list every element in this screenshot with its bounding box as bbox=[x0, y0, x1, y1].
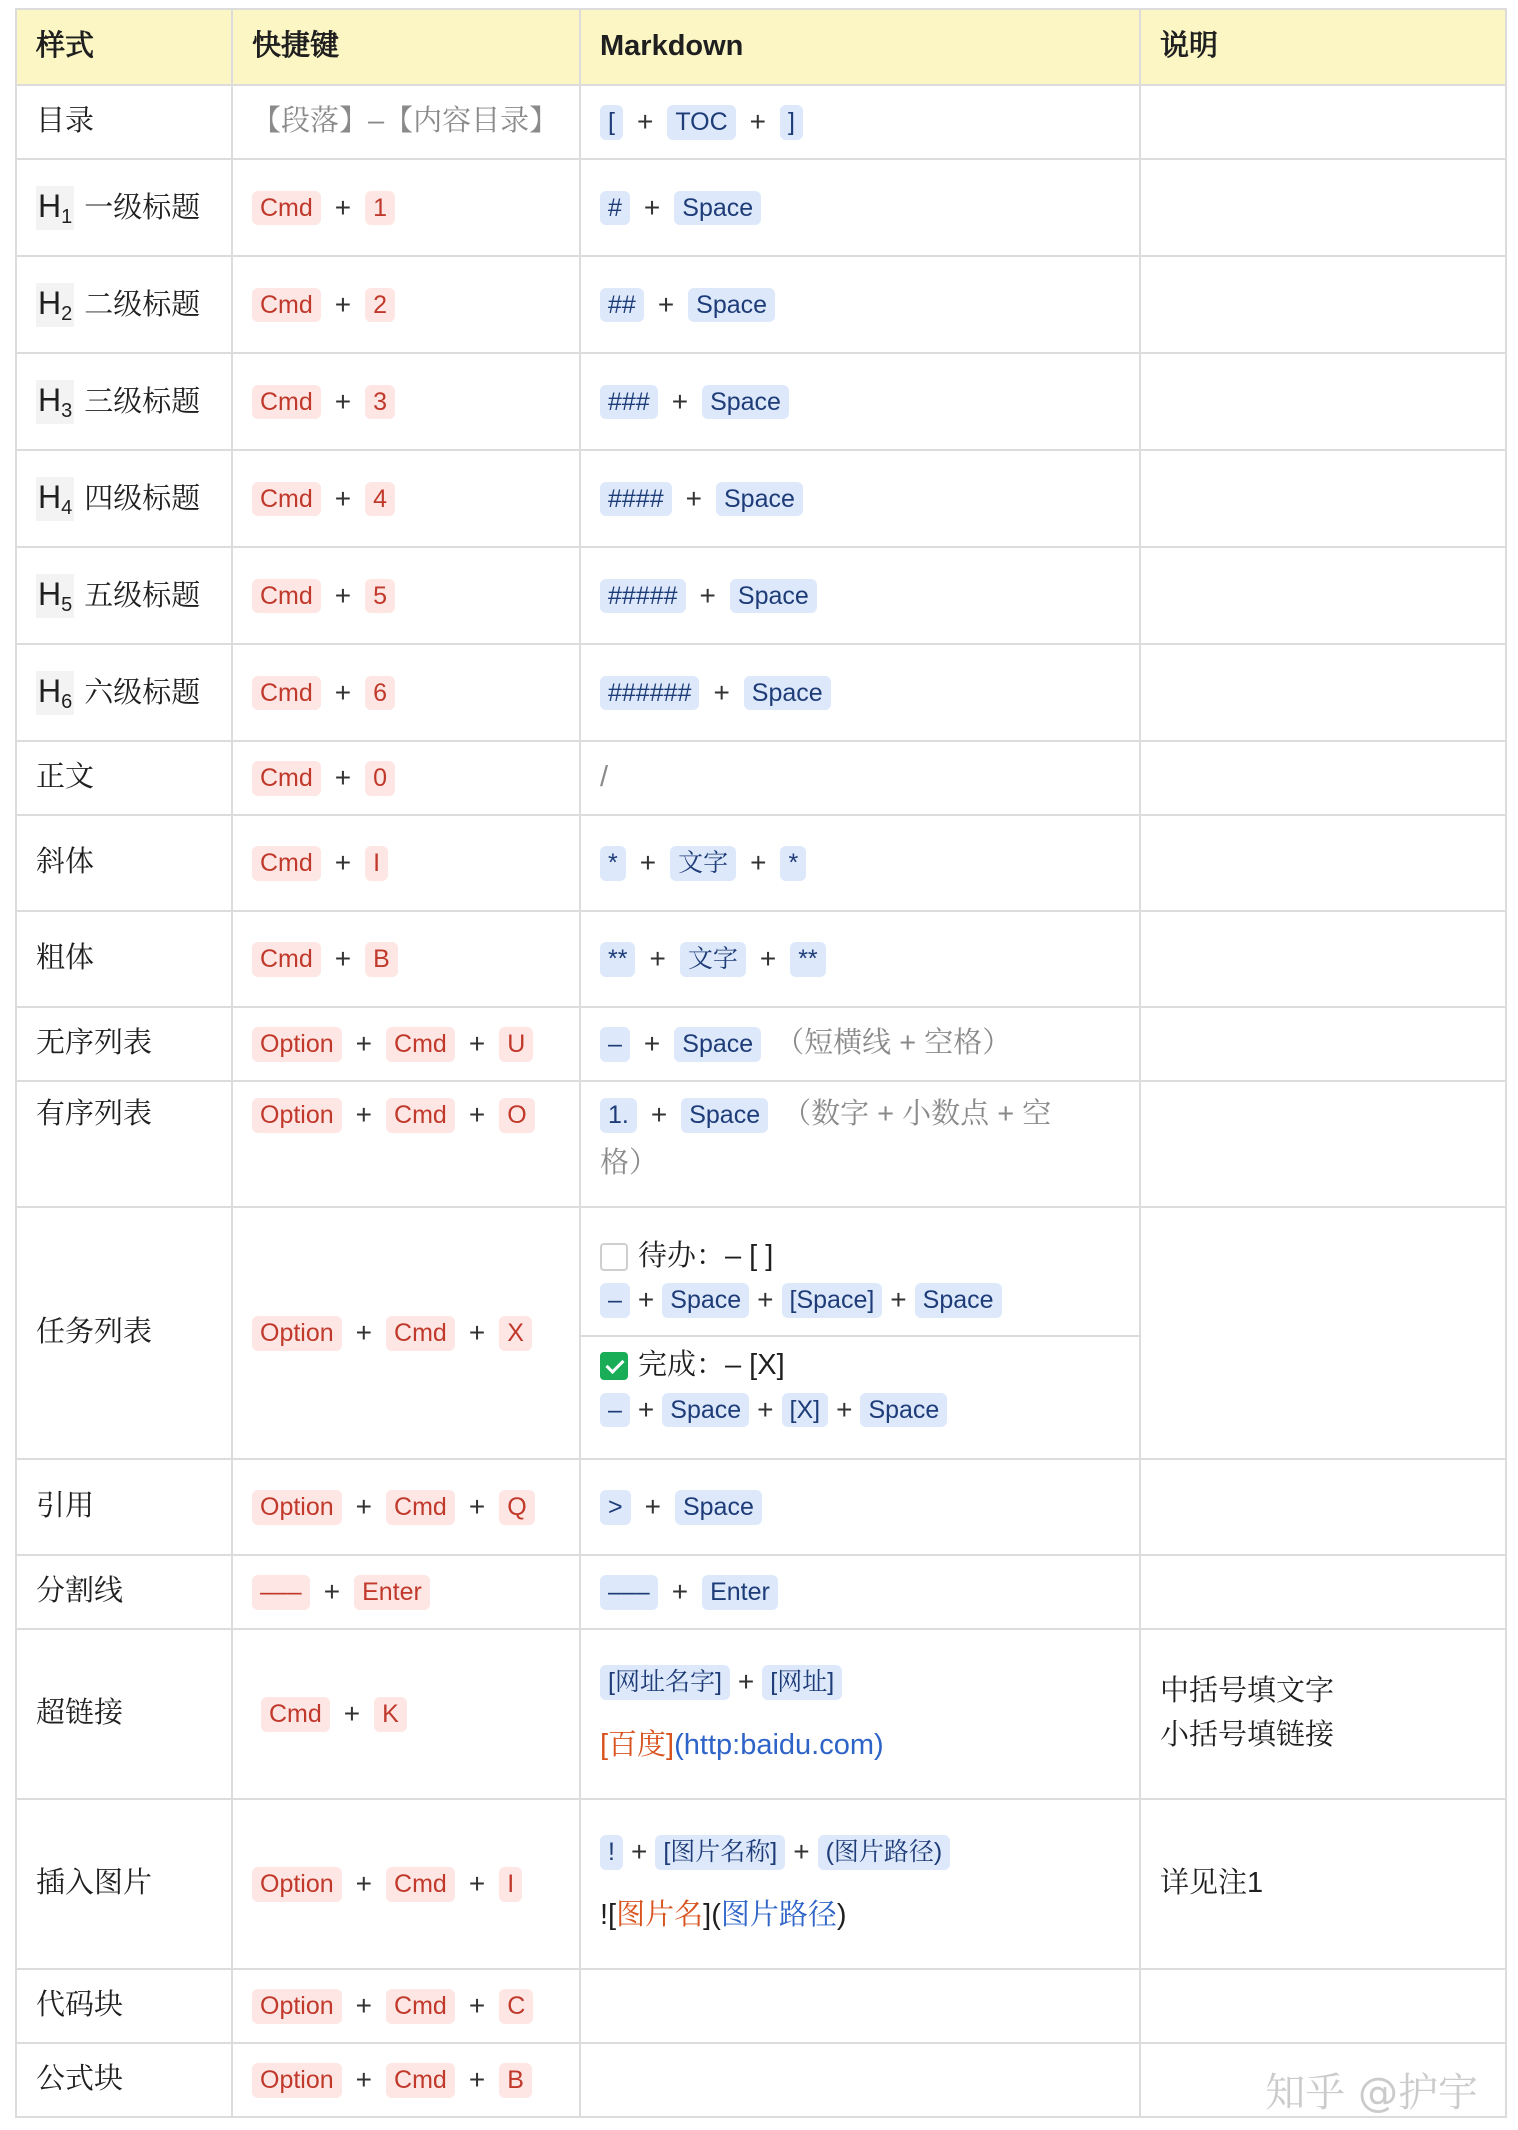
image-example-path: 图片路径 bbox=[720, 1899, 837, 1931]
shortcut-cell bbox=[232, 815, 580, 911]
md-token: [ bbox=[600, 105, 623, 140]
image-example-name: 图片名 bbox=[616, 1899, 704, 1931]
checked-checkbox-icon[interactable] bbox=[600, 1352, 628, 1380]
table-row bbox=[16, 815, 1506, 911]
shortcut-cell bbox=[232, 450, 580, 547]
plus-sign: + bbox=[355, 1868, 373, 1900]
plus-sign: + bbox=[671, 385, 689, 417]
md-token: Space bbox=[674, 1027, 761, 1062]
plus-sign: + bbox=[334, 762, 352, 794]
plus-sign: + bbox=[657, 288, 675, 320]
md-token: 1. bbox=[600, 1098, 637, 1133]
md-token: [X] bbox=[782, 1393, 829, 1428]
table-row bbox=[16, 1969, 1506, 2043]
header-markdown: Markdown bbox=[580, 9, 1140, 85]
style-cell: 引用 bbox=[16, 1459, 232, 1555]
plus-sign: + bbox=[334, 847, 352, 879]
shortcut-cell bbox=[232, 547, 580, 644]
style-cell bbox=[16, 547, 232, 644]
header-shortcut: 快捷键 bbox=[232, 9, 580, 85]
style-cell: 目录 bbox=[16, 85, 232, 159]
style-cell: 正文 bbox=[16, 741, 232, 815]
style-cell: 超链接 bbox=[16, 1629, 232, 1799]
key-chip: Cmd bbox=[386, 1027, 455, 1062]
md-token: Space bbox=[675, 1490, 762, 1525]
key-chip: 0 bbox=[365, 761, 395, 796]
plus-sign: + bbox=[468, 1990, 486, 2022]
plus-sign: + bbox=[737, 1666, 755, 1698]
done-md-line bbox=[600, 1391, 1120, 1429]
key-chip: 3 bbox=[365, 385, 395, 420]
table-row bbox=[16, 741, 1506, 815]
table-header-row bbox=[16, 9, 1506, 85]
plus-sign: + bbox=[355, 1990, 373, 2022]
image-md-line bbox=[600, 1833, 1120, 1871]
heading-badge: $H_4$ bbox=[38, 478, 73, 519]
heading-badge: $H_5$ bbox=[38, 575, 73, 616]
shortcut-cell bbox=[232, 1007, 580, 1081]
style-cell bbox=[16, 450, 232, 547]
md-token: * bbox=[600, 846, 626, 881]
link-example-url[interactable]: (http:baidu.com) bbox=[674, 1729, 884, 1761]
md-token: Space bbox=[915, 1283, 1002, 1318]
key-chip: ––– bbox=[252, 1575, 310, 1610]
md-note: （短横线 + 空格） bbox=[775, 1027, 1012, 1060]
key-chip: Cmd bbox=[386, 1490, 455, 1525]
table-row bbox=[16, 1081, 1506, 1207]
unchecked-checkbox-icon[interactable] bbox=[600, 1243, 628, 1271]
plus-sign: + bbox=[671, 1576, 689, 1608]
description-line: 中括号填文字 bbox=[1160, 1675, 1335, 1708]
shortcut-cell bbox=[232, 1555, 580, 1629]
table-row bbox=[16, 1555, 1506, 1629]
markdown-cell bbox=[580, 1207, 1140, 1459]
shortcut-cell bbox=[232, 2043, 580, 2117]
style-cell: 插入图片 bbox=[16, 1799, 232, 1969]
description-cell bbox=[1140, 450, 1506, 547]
style-cell: 粗体 bbox=[16, 911, 232, 1007]
plus-sign: + bbox=[468, 1317, 486, 1349]
description-cell: 详见注1 bbox=[1140, 1799, 1506, 1969]
md-token: Space bbox=[662, 1393, 749, 1428]
md-token: Space bbox=[860, 1393, 947, 1428]
table-row bbox=[16, 1207, 1506, 1459]
plus-sign: + bbox=[468, 1868, 486, 1900]
image-example: ![图片名](图片路径) bbox=[600, 1899, 847, 1931]
plus-sign: + bbox=[757, 1393, 774, 1425]
md-token: – bbox=[600, 1393, 630, 1428]
style-cell bbox=[16, 644, 232, 741]
style-cell bbox=[16, 353, 232, 450]
header-description: 说明 bbox=[1140, 9, 1506, 85]
table-row bbox=[16, 1459, 1506, 1555]
key-chip: Cmd bbox=[252, 761, 321, 796]
plus-sign: + bbox=[355, 1099, 373, 1131]
md-none: / bbox=[600, 761, 609, 794]
table-row bbox=[16, 159, 1506, 256]
description-cell bbox=[1140, 1969, 1506, 2043]
key-chip: I bbox=[365, 846, 388, 881]
style-label: 四级标题 bbox=[84, 482, 201, 515]
md-token: Space bbox=[730, 579, 817, 614]
key-chip: Cmd bbox=[386, 2063, 455, 2098]
md-token: # bbox=[600, 191, 630, 226]
key-chip: Option bbox=[252, 1098, 342, 1133]
plus-sign: + bbox=[355, 1317, 373, 1349]
key-chip: Cmd bbox=[252, 579, 321, 614]
key-chip: Option bbox=[252, 1316, 342, 1351]
plus-sign: + bbox=[643, 1028, 661, 1060]
description-cell bbox=[1140, 353, 1506, 450]
plus-sign: + bbox=[890, 1284, 907, 1316]
plus-sign: + bbox=[334, 943, 352, 975]
md-token: [网址名字] bbox=[600, 1665, 730, 1700]
plus-sign: + bbox=[323, 1576, 341, 1608]
description-cell bbox=[1140, 256, 1506, 353]
shortcut-cell bbox=[232, 1081, 580, 1207]
key-chip: Cmd bbox=[252, 676, 321, 711]
heading-badge: $H_6$ bbox=[38, 672, 73, 713]
key-chip: Option bbox=[252, 1490, 342, 1525]
plus-sign: + bbox=[650, 1099, 668, 1131]
key-chip: Cmd bbox=[261, 1697, 330, 1732]
markdown-cell bbox=[580, 1799, 1140, 1969]
key-chip: Cmd bbox=[386, 1867, 455, 1902]
key-chip: Enter bbox=[354, 1575, 430, 1610]
style-label: 一级标题 bbox=[84, 191, 201, 224]
description-cell bbox=[1140, 644, 1506, 741]
style-cell: 分割线 bbox=[16, 1555, 232, 1629]
style-cell: 代码块 bbox=[16, 1969, 232, 2043]
link-example bbox=[600, 1727, 1120, 1765]
todo-line bbox=[600, 1238, 1120, 1276]
table-row bbox=[16, 911, 1506, 1007]
style-cell: 无序列表 bbox=[16, 1007, 232, 1081]
key-chip: Cmd bbox=[252, 942, 321, 977]
md-token: Space bbox=[716, 482, 803, 517]
shortcut-cell bbox=[232, 911, 580, 1007]
markdown-cell bbox=[580, 1969, 1140, 2043]
done-label: 完成：– [X] bbox=[638, 1349, 785, 1381]
shortcut-table bbox=[15, 8, 1507, 2118]
markdown-cell bbox=[580, 1007, 1140, 1081]
md-token: Space bbox=[744, 676, 831, 711]
md-note: （数字 + 小数点 + 空 bbox=[782, 1098, 1052, 1130]
md-token: ––– bbox=[600, 1575, 658, 1610]
md-token: * bbox=[780, 846, 806, 881]
plus-sign: + bbox=[749, 106, 766, 138]
description-cell bbox=[1140, 547, 1506, 644]
shortcut-cell bbox=[232, 1207, 580, 1459]
md-token: 文字 bbox=[670, 846, 736, 881]
plus-sign: + bbox=[468, 1099, 486, 1131]
heading-badge: $H_1$ bbox=[38, 187, 73, 228]
shortcut-cell bbox=[232, 1969, 580, 2043]
shortcut-cell bbox=[232, 85, 580, 159]
plus-sign: + bbox=[759, 943, 777, 975]
md-token: ##### bbox=[600, 579, 686, 614]
heading-badge: $H_3$ bbox=[38, 381, 73, 422]
markdown-cell bbox=[580, 159, 1140, 256]
shortcut-cell bbox=[232, 1459, 580, 1555]
md-token: > bbox=[600, 1490, 631, 1525]
md-token: Space bbox=[674, 191, 761, 226]
style-cell: 有序列表 bbox=[16, 1081, 232, 1207]
md-token: ! bbox=[600, 1835, 623, 1870]
md-token: 文字 bbox=[680, 942, 746, 977]
key-chip: 4 bbox=[365, 482, 395, 517]
markdown-cell bbox=[580, 1629, 1140, 1799]
markdown-cell bbox=[580, 1081, 1140, 1207]
key-chip: Option bbox=[252, 1989, 342, 2024]
plus-sign: + bbox=[643, 191, 661, 223]
shortcut-cell bbox=[232, 256, 580, 353]
description-cell bbox=[1140, 911, 1506, 1007]
plus-sign: + bbox=[334, 385, 352, 417]
md-token: (图片路径) bbox=[818, 1835, 951, 1870]
md-token: Space bbox=[681, 1098, 768, 1133]
key-chip: 6 bbox=[365, 676, 395, 711]
style-label: 三级标题 bbox=[84, 385, 201, 418]
key-chip: Cmd bbox=[252, 846, 321, 881]
style-label: 二级标题 bbox=[84, 288, 201, 321]
key-chip: I bbox=[499, 1867, 522, 1902]
description-line: 小括号填链接 bbox=[1160, 1719, 1335, 1751]
style-label: 五级标题 bbox=[84, 579, 201, 612]
key-chip: Cmd bbox=[386, 1316, 455, 1351]
md-token: – bbox=[600, 1283, 630, 1318]
plus-sign: + bbox=[757, 1284, 774, 1316]
table-row bbox=[16, 1629, 1506, 1799]
md-token: #### bbox=[600, 482, 672, 517]
markdown-cell bbox=[580, 2043, 1140, 2117]
plus-sign: + bbox=[355, 1491, 373, 1523]
heading-badge: $H_2$ bbox=[38, 284, 73, 325]
key-chip: U bbox=[499, 1027, 533, 1062]
plus-sign: + bbox=[713, 676, 730, 708]
md-token: ###### bbox=[600, 676, 699, 711]
shortcut-cell bbox=[232, 644, 580, 741]
md-note-continued: 格） bbox=[600, 1146, 659, 1179]
plus-sign: + bbox=[468, 1491, 486, 1523]
shortcut-cell bbox=[232, 353, 580, 450]
description-cell bbox=[1140, 85, 1506, 159]
md-token: Space bbox=[702, 385, 789, 420]
markdown-cell bbox=[580, 815, 1140, 911]
plus-sign: + bbox=[468, 1028, 486, 1060]
todo-md-line bbox=[600, 1281, 1120, 1319]
description-cell bbox=[1140, 1459, 1506, 1555]
shortcut-cell bbox=[232, 159, 580, 256]
key-chip: Cmd bbox=[386, 1098, 455, 1133]
plus-sign: + bbox=[343, 1698, 361, 1730]
description-cell bbox=[1140, 1007, 1506, 1081]
markdown-cell bbox=[580, 353, 1140, 450]
md-token: TOC bbox=[667, 105, 735, 140]
md-token: [网址] bbox=[762, 1665, 842, 1700]
key-chip: 1 bbox=[365, 191, 395, 226]
plus-sign: + bbox=[637, 1393, 655, 1425]
md-token: [图片名称] bbox=[655, 1835, 785, 1870]
plus-sign: + bbox=[793, 1836, 810, 1868]
md-token: ] bbox=[780, 105, 803, 140]
md-token: ### bbox=[600, 385, 658, 420]
todo-label: 待办：– [ ] bbox=[638, 1239, 774, 1272]
description-cell bbox=[1140, 741, 1506, 815]
md-token: Enter bbox=[702, 1575, 778, 1610]
key-chip: 2 bbox=[365, 288, 395, 323]
watermark: 知乎 @护宇 bbox=[1265, 2070, 1478, 2116]
table-row bbox=[16, 547, 1506, 644]
description-cell bbox=[1140, 1207, 1506, 1459]
key-chip: Cmd bbox=[252, 191, 321, 226]
plus-sign: + bbox=[334, 288, 352, 320]
description-cell bbox=[1140, 1555, 1506, 1629]
shortcut-cell bbox=[232, 741, 580, 815]
key-chip: O bbox=[499, 1098, 534, 1133]
md-token: ** bbox=[600, 942, 635, 977]
table-row bbox=[16, 256, 1506, 353]
key-chip: Option bbox=[252, 1027, 342, 1062]
md-token: ** bbox=[790, 942, 825, 977]
shortcut-cell bbox=[232, 1799, 580, 1969]
markdown-cell bbox=[580, 85, 1140, 159]
link-md-line bbox=[600, 1663, 1120, 1701]
plus-sign: + bbox=[649, 943, 666, 975]
markdown-cell bbox=[580, 1459, 1140, 1555]
plus-sign: + bbox=[644, 1491, 661, 1523]
key-chip: Q bbox=[499, 1490, 534, 1525]
markdown-cell bbox=[580, 547, 1140, 644]
key-chip: C bbox=[499, 1989, 533, 2024]
markdown-cell bbox=[580, 741, 1140, 815]
style-label: 六级标题 bbox=[84, 676, 201, 709]
md-token: [Space] bbox=[782, 1283, 883, 1318]
markdown-cell bbox=[580, 256, 1140, 353]
style-cell: 斜体 bbox=[16, 815, 232, 911]
plus-sign: + bbox=[630, 1836, 648, 1868]
md-token: – bbox=[600, 1027, 630, 1062]
markdown-cell bbox=[580, 450, 1140, 547]
markdown-cell bbox=[580, 911, 1140, 1007]
plus-sign: + bbox=[334, 676, 352, 708]
key-chip: Cmd bbox=[252, 482, 321, 517]
key-chip: K bbox=[374, 1697, 407, 1732]
style-cell bbox=[16, 256, 232, 353]
key-chip: X bbox=[499, 1316, 532, 1351]
key-chip: Cmd bbox=[386, 1989, 455, 2024]
link-example-name: [百度] bbox=[600, 1729, 675, 1761]
plus-sign: + bbox=[334, 191, 352, 223]
key-chip: Cmd bbox=[252, 288, 321, 323]
key-chip: Option bbox=[252, 2063, 342, 2098]
key-chip: 5 bbox=[365, 579, 395, 614]
description-cell bbox=[1140, 1081, 1506, 1207]
plus-sign: + bbox=[334, 482, 352, 514]
style-cell: 公式块 bbox=[16, 2043, 232, 2117]
table-row bbox=[16, 450, 1506, 547]
table-row bbox=[16, 85, 1506, 159]
table-row bbox=[16, 1007, 1506, 1081]
cell-divider bbox=[581, 1335, 1139, 1337]
markdown-cell bbox=[580, 1555, 1140, 1629]
key-chip: Cmd bbox=[252, 385, 321, 420]
md-token: Space bbox=[688, 288, 775, 323]
style-cell bbox=[16, 159, 232, 256]
plus-sign: + bbox=[637, 1284, 655, 1316]
md-token: Space bbox=[662, 1283, 749, 1318]
header-style: 样式 bbox=[16, 9, 232, 85]
key-chip: B bbox=[365, 942, 398, 977]
plus-sign: + bbox=[685, 482, 702, 514]
plus-sign: + bbox=[699, 579, 716, 611]
description-cell bbox=[1140, 1629, 1506, 1799]
plus-sign: + bbox=[836, 1393, 853, 1425]
plus-sign: + bbox=[750, 847, 767, 879]
shortcut-cell bbox=[232, 1629, 580, 1799]
description-cell bbox=[1140, 815, 1506, 911]
plus-sign: + bbox=[468, 2064, 486, 2096]
plus-sign: + bbox=[334, 579, 352, 611]
plus-sign: + bbox=[636, 106, 654, 138]
done-line bbox=[600, 1347, 1120, 1385]
markdown-cell bbox=[580, 644, 1140, 741]
plus-sign: + bbox=[639, 847, 657, 879]
description-cell bbox=[1140, 159, 1506, 256]
md-token: ## bbox=[600, 288, 644, 323]
key-chip: B bbox=[499, 2063, 532, 2098]
table-row bbox=[16, 353, 1506, 450]
table-row bbox=[16, 644, 1506, 741]
plus-sign: + bbox=[355, 1028, 373, 1060]
table-row bbox=[16, 1799, 1506, 1969]
shortcut-text: 【段落】–【内容目录】 bbox=[252, 105, 559, 138]
key-chip: Option bbox=[252, 1867, 342, 1902]
plus-sign: + bbox=[355, 2064, 373, 2096]
style-cell: 任务列表 bbox=[16, 1207, 232, 1459]
